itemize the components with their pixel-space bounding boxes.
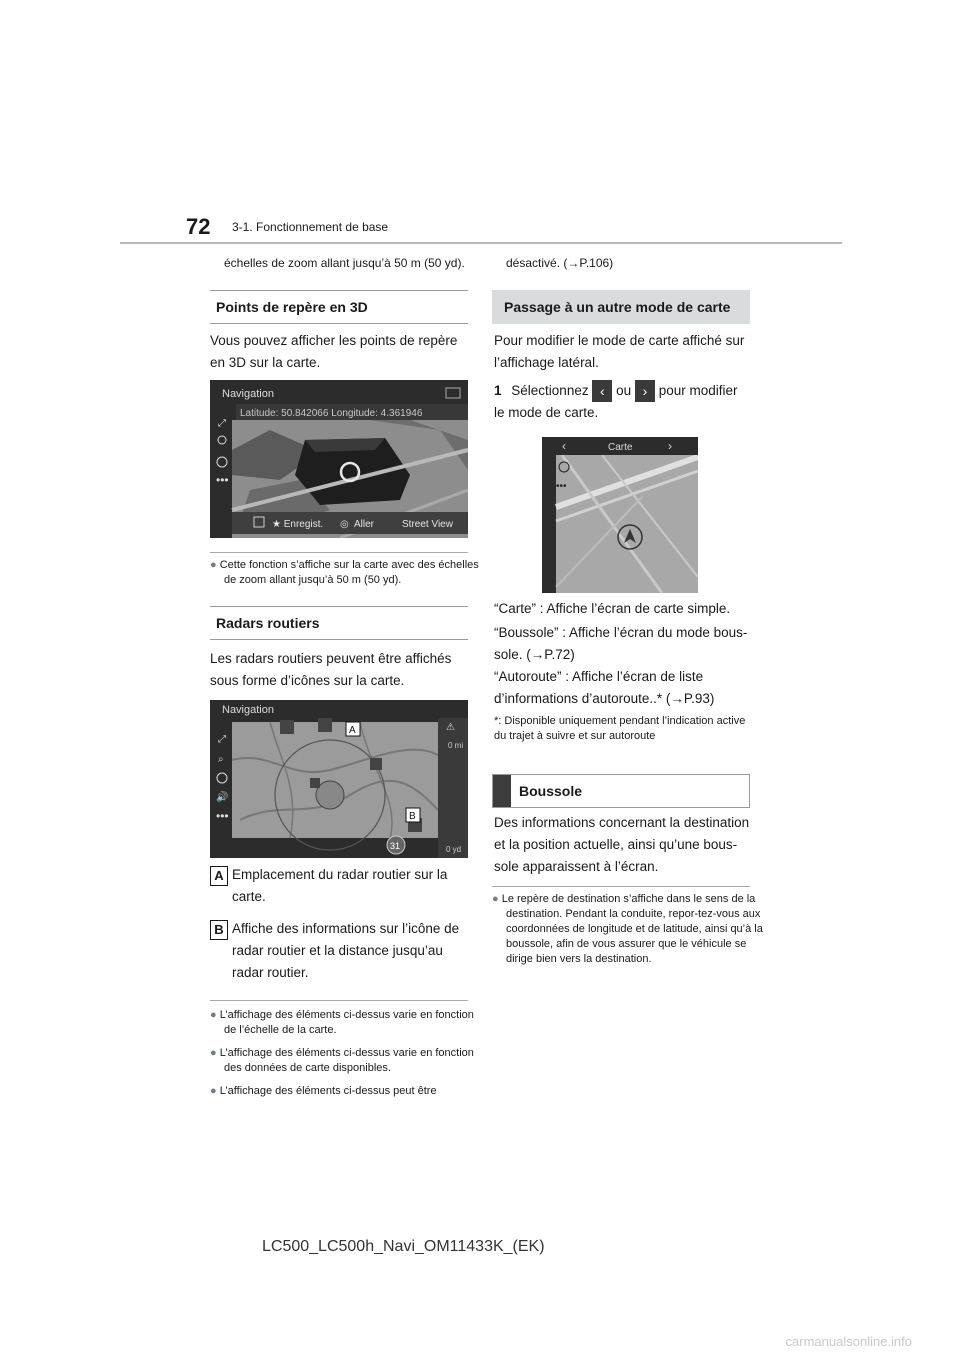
- screen2-badge: 31: [390, 841, 401, 851]
- label-box-a: A: [210, 866, 228, 886]
- map-mode-step: 1 Sélectionnez ‹ ou › pour modifier le mode de carte.: [494, 380, 750, 424]
- map-carte-image: [542, 437, 698, 593]
- landmarks-body: Vous pouvez afficher les points de repère en 3D sur la carte.: [210, 333, 458, 370]
- radars-body: Les radars routiers peuvent être affichés sous forme d’icônes sur la carte.: [210, 651, 452, 688]
- screen2-more-icon[interactable]: •••: [216, 809, 229, 823]
- note-bullet: ●: [210, 559, 217, 571]
- note-radars-1: ● L’affichage des éléments ci-dessus varie en fonction de l’échelle de la carte.: [210, 1009, 474, 1036]
- screen2-expand-icon[interactable]: ⤢: [218, 734, 226, 745]
- note-rule-compass: [492, 886, 750, 887]
- note-rule-landmarks: [210, 552, 468, 553]
- heading-radars: Radars routiers: [210, 606, 468, 640]
- screen2-warning-icon: ⚠: [446, 722, 455, 733]
- heading-map-mode: Passage à un autre mode de carte: [492, 290, 750, 324]
- screen1-go-button[interactable]: Aller: [354, 519, 375, 530]
- screen1-title: Navigation: [222, 388, 274, 400]
- continued-text-right: désactivé. (→P.106): [506, 256, 614, 270]
- screen2-search-icon[interactable]: ⌕: [218, 754, 224, 765]
- screen1-go-icon: ◎: [340, 519, 349, 530]
- continued-text-left: échelles de zoom allant jusqu’à 50 m (50 yd).: [224, 256, 465, 270]
- map-3d-image: [210, 380, 468, 538]
- screen1-more-icon[interactable]: •••: [216, 473, 229, 487]
- heading-compass: Boussole: [492, 774, 750, 808]
- header-rule: [120, 242, 842, 244]
- screen2-title: Navigation: [222, 704, 274, 716]
- mode-boussole: “Boussole” : Affiche l’écran du mode bous-sole. (→P.72): [494, 625, 748, 662]
- page-number: 72: [186, 214, 211, 239]
- screen1-coords: Latitude: 50.842066 Longitude: 4.361946: [240, 408, 423, 419]
- screen3-next-icon[interactable]: ›: [668, 439, 672, 453]
- screen-3d-landmark: [210, 380, 468, 538]
- screen3-more-icon[interactable]: •••: [556, 481, 567, 492]
- watermark: carmanualsonline.info: [785, 1334, 912, 1349]
- screen2-dist-top: 0 mi: [448, 741, 464, 750]
- chevron-right-icon[interactable]: ›: [635, 380, 655, 402]
- footnote-autoroute: *: Disponible uniquement pendant l’indication active du trajet à suivre et sur autoroute: [494, 715, 746, 742]
- label-box-b: B: [210, 920, 228, 940]
- note-radars-3: ● L’affichage des éléments ci-dessus peut être: [210, 1085, 437, 1097]
- screen3-prev-icon[interactable]: ‹: [562, 439, 566, 453]
- screen1-save-button[interactable]: ★ Enregist.: [272, 519, 324, 530]
- screen3-title: Carte: [608, 442, 633, 453]
- compass-body: Des informations concernant la destination et la position actuelle, ainsi qu’une bous-sole apparaissent à l’écran.: [494, 815, 750, 874]
- heading-landmarks: Points de repère en 3D: [210, 290, 468, 324]
- map-radar-image: [210, 700, 468, 858]
- mode-autoroute: “Autoroute” : Affiche l’écran de liste d’informations d’autoroute..* (→P.93): [494, 669, 715, 706]
- note-rule-radars: [210, 1000, 468, 1001]
- screen1-expand-icon[interactable]: ⤢: [218, 418, 226, 429]
- mode-carte: “Carte” : Affiche l’écran de carte simple.: [494, 601, 731, 616]
- section-title: 3-1. Fonctionnement de base: [232, 220, 389, 234]
- screen-radar-map: [210, 700, 468, 858]
- step-number: 1: [494, 383, 502, 398]
- screen2-label-a: A: [349, 725, 356, 736]
- item-a-text: Emplacement du radar routier sur la carte.: [232, 867, 448, 904]
- screen-carte: [542, 437, 698, 593]
- heading-tab: [493, 775, 511, 807]
- screen1-streetview-button[interactable]: Street View: [402, 519, 453, 530]
- footer-code: LC500_LC500h_Navi_OM11433K_(EK): [262, 1238, 545, 1255]
- note-landmarks: ● Cette fonction s’affiche sur la carte avec des échelles de zoom allant jusqu’à 50 m (50 yd).: [210, 559, 479, 586]
- chevron-left-icon[interactable]: ‹: [592, 380, 612, 402]
- screen2-dist-bottom: 0 yd: [446, 845, 462, 854]
- item-b-text: Affiche des informations sur l’icône de radar routier et la distance jusqu’au radar routier.: [232, 921, 460, 980]
- screen2-volume-icon[interactable]: 🔊: [216, 792, 229, 803]
- note-radars-2: ● L’affichage des éléments ci-dessus varie en fonction des données de carte disponibles.: [210, 1047, 474, 1074]
- screen2-label-b: B: [409, 811, 416, 822]
- map-mode-body: Pour modifier le mode de carte affiché sur l’affichage latéral.: [494, 333, 745, 370]
- note-compass: ● Le repère de destination s’affiche dans le sens de la destination. Pendant la conduite, repor-tez-vous aux coordonnées de longitude et de latitude, ainsi qu’à la boussole, afin de vous assurer que le véhicule se dirige bien vers la destination.: [492, 893, 763, 965]
